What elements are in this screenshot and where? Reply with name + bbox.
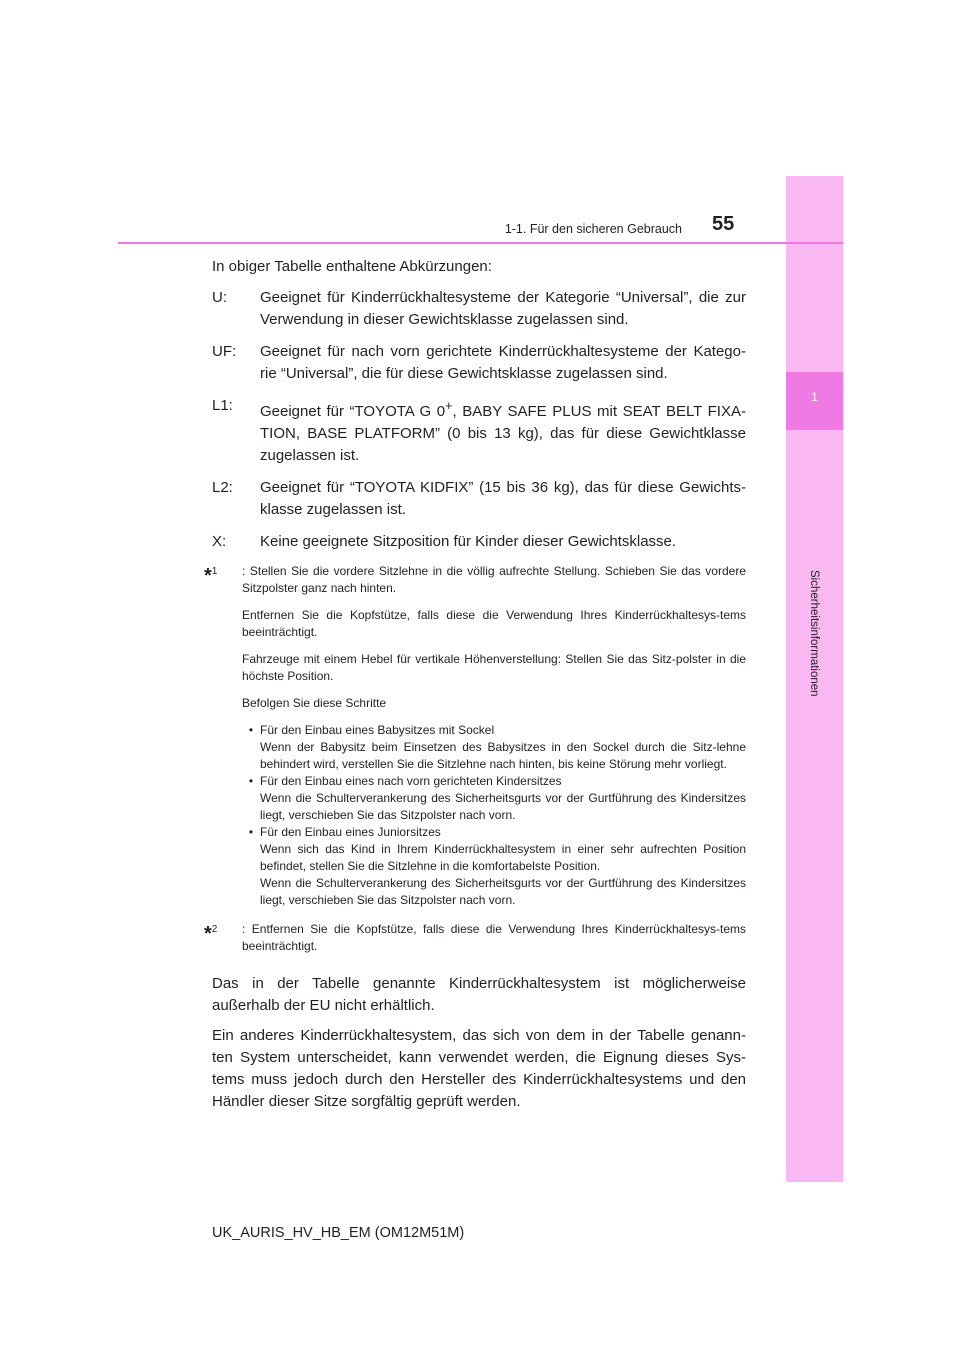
step-title: Für den Einbau eines nach vorn gerichteten Kindersitzes — [260, 774, 562, 788]
footnote-1 — [204, 563, 746, 917]
footnote-body — [242, 921, 746, 965]
footnote-2 — [204, 921, 746, 965]
definition-text: Geeignet für nach vorn gerichtete Kinderrückhaltesysteme der Katego-rie “Universal”, die für diese Gewichtsklasse zugelassen sind. — [260, 343, 746, 382]
step-title: Für den Einbau eines Babysitzes mit Sockel — [260, 723, 495, 737]
intro-text: In obiger Tabelle enthaltene Abkürzungen: — [212, 258, 492, 275]
bullet-icon: • — [248, 825, 254, 839]
definition-l1 — [212, 395, 746, 467]
definition-text-part: , BABY SAFE PLUS mit SEAT BELT FIXA-TION, BASE PLATFORM” (0 bis 13 kg), das für diese Gewichtklasse zugelassen ist. — [260, 403, 746, 464]
step-text: Wenn die Schulterverankerung des Sicherheitsgurts vor der Gurtführung des Kindersitzes liegt, verschieben Sie das Sitzpolster nach vorn. — [260, 876, 746, 907]
definition-key: L1: — [212, 397, 233, 414]
definition-text: Geeignet für “TOYOTA KIDFIX” (15 bis 36 kg), das für diese Gewichts-klasse zugelassen ist. — [260, 479, 746, 518]
closing-paragraph: Das in der Tabelle genannte Kinderrückhaltesystem ist möglicherweise außerhalb der EU nicht erhältlich. — [212, 975, 746, 1014]
footnote-paragraph: Fahrzeuge mit einem Hebel für vertikale Höhenverstellung: Stellen Sie das Sitz-polster in die höchste Position. — [242, 652, 746, 683]
page-content — [204, 256, 746, 1121]
bullet-icon: • — [248, 723, 254, 737]
definition-u — [212, 287, 746, 331]
definition-key: UF: — [212, 343, 237, 360]
footnote-marker: *$^2$ — [204, 923, 218, 945]
definition-key: X: — [212, 533, 227, 550]
definition-uf — [212, 341, 746, 385]
definition-text — [260, 395, 746, 467]
definition-text-part: Geeignet für “TOYOTA G 0 — [260, 403, 446, 420]
footnote-paragraph: Befolgen Sie diese Schritte — [242, 696, 387, 710]
list-item — [242, 773, 746, 824]
document-code: UK_AURIS_HV_HB_EM (OM12M51M) — [212, 1225, 465, 1241]
page-number: 55 — [712, 213, 735, 235]
step-title: Für den Einbau eines Juniorsitzes — [260, 825, 441, 839]
footnote-paragraph: : Entfernen Sie die Kopfstütze, falls diese die Verwendung Ihres Kinderrückhaltesys-tems beeinträchtigt. — [242, 922, 746, 953]
definition-key: U: — [212, 289, 227, 306]
definition-l2 — [212, 477, 746, 521]
chapter-number: 1 — [811, 390, 818, 404]
definition-text: Geeignet für Kinderrückhaltesysteme der Kategorie “Universal”, die zur Verwendung in dieser Gewichtsklasse zugelassen sind. — [260, 289, 746, 328]
header-rule — [118, 242, 843, 244]
footnote-paragraph: Entfernen Sie die Kopfstütze, falls diese die Verwendung Ihres Kinderrückhaltesys-tems beeinträchtigt. — [242, 608, 746, 639]
step-text: Wenn der Babysitz beim Einsetzen des Babysitzes in den Sockel durch die Sitz-lehne behindert wird, verstellen Sie die Sitzlehne nach hinten, bis keine Störung mehr vorliegt. — [260, 740, 746, 771]
bullet-icon: • — [248, 774, 254, 788]
section-title: 1-1. Für den sicheren Gebrauch — [504, 222, 682, 236]
list-item — [242, 722, 746, 773]
footnote-body — [242, 563, 746, 917]
footnote-steps — [242, 722, 746, 909]
list-item — [242, 824, 746, 909]
footnote-paragraph: : Stellen Sie die vordere Sitzlehne in die völlig aufrechte Stellung. Schieben Sie das vordere Sitzpolster ganz nach hinten. — [242, 564, 746, 595]
definition-key: L2: — [212, 479, 233, 496]
closing-paragraph: Ein anderes Kinderrückhaltesystem, das sich von dem in der Tabelle genann-ten System unterscheidet, kann verwendet werden, die Eignung dieses Sys-tems muss jedoch durch den Hersteller des Kinderrückhaltesystems und den Händler dieser Sitze sorgfältig geprüft werden. — [212, 1027, 746, 1110]
superscript-plus: + — [445, 399, 453, 413]
step-text: Wenn sich das Kind in Ihrem Kinderrückhaltesystem in einer sehr aufrechten Position befindet, stellen Sie die Sitzlehne in die komfortabelste Position. — [260, 842, 746, 873]
definition-x — [212, 531, 746, 553]
chapter-label: Sicherheitsinformationen — [808, 570, 820, 697]
footnote-marker: *$^1$ — [204, 565, 218, 587]
definition-text: Keine geeignete Sitzposition für Kinder dieser Gewichtsklasse. — [260, 533, 677, 550]
step-text: Wenn die Schulterverankerung des Sicherheitsgurts vor der Gurtführung des Kindersitzes liegt, verschieben Sie das Sitzpolster nach vorn. — [260, 791, 746, 822]
